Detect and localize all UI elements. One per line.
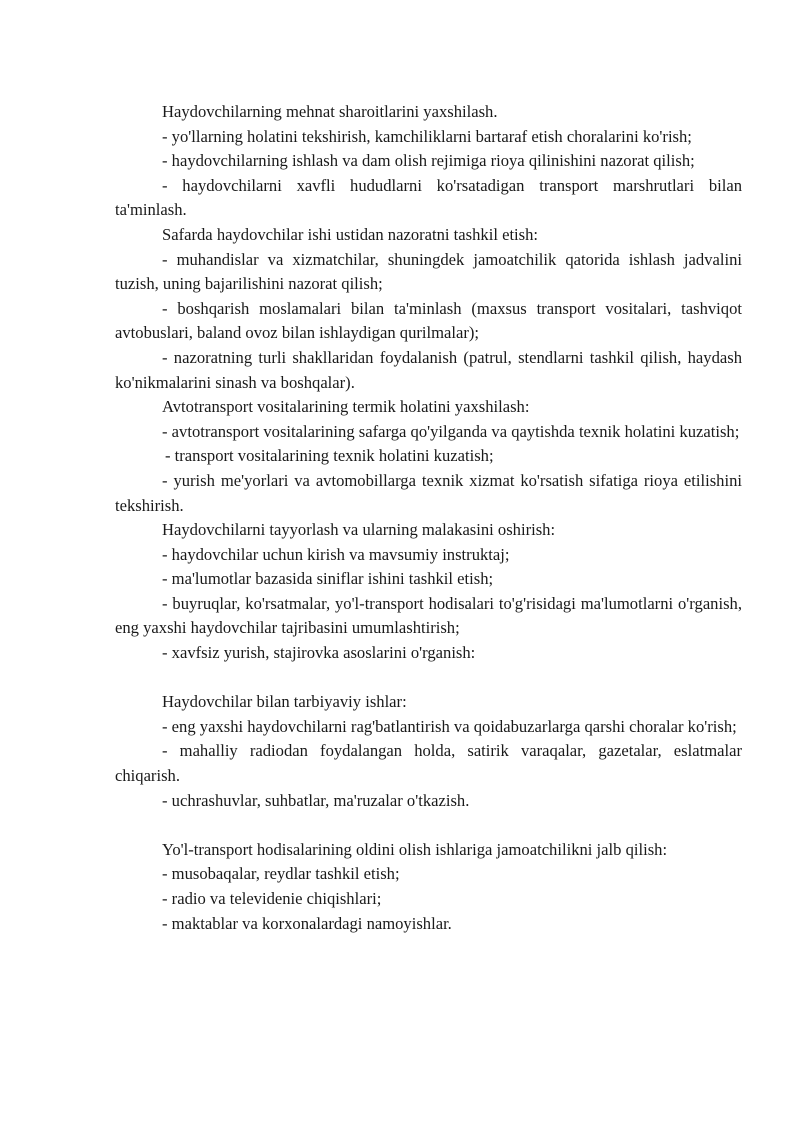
paragraph-gap <box>115 666 742 691</box>
paragraph-gap <box>115 813 742 838</box>
list-item: - maktablar va korxonalardagi namoyishlar. <box>162 913 452 933</box>
section-heading-public-involvement: Yo'l-transport hodisalarining oldini olish ishlariga jamoatchilikni jalb qilish: <box>162 839 668 859</box>
list-item: - haydovchilarning ishlash va dam olish rejimiga rioya qilinishini nazorat qilish; <box>162 151 695 171</box>
list-item: - ma'lumotlar bazasida siniflar ishini tashkil etish; <box>162 569 494 589</box>
document-page <box>115 100 742 936</box>
list-item: - transport vositalarining texnik holatini kuzatish; <box>165 446 494 466</box>
section-heading-driver-training: Haydovchilarni tayyorlash va ularning malakasini oshirish: <box>162 520 556 540</box>
list-item: - muhandislar va xizmatchilar, shuningdek jamoatchilik qatorida ishlash jadvalini tuzish, uning bajarilishini nazorat qilish; <box>115 249 742 294</box>
list-item: - buyruqlar, ko'rsatmalar, yo'l-transport hodisalari to'g'risidagi ma'lumotlarni o'rganish, eng yaxshi haydovchilar tajribasini umumlashtirish; <box>115 593 742 638</box>
section-heading-educational-work: Haydovchilar bilan tarbiyaviy ishlar: <box>162 692 407 712</box>
list-item: - uchrashuvlar, suhbatlar, ma'ruzalar o'tkazish. <box>162 790 470 810</box>
list-item: - radio va televidenie chiqishlari; <box>162 889 382 908</box>
list-item: - yurish me'yorlari va avtomobillarga texnik xizmat ko'rsatish sifatiga rioya etilishini tekshirish. <box>115 470 742 515</box>
list-item: - eng yaxshi haydovchilarni rag'batlantirish va qoidabuzarlarga qarshi choralar ko'rish; <box>162 716 737 736</box>
list-item: - mahalliy radiodan foydalangan holda, satirik varaqalar, gazetalar, eslatmalar chiqarish. <box>115 741 742 786</box>
list-item: - boshqarish moslamalari bilan ta'minlash (maxsus transport vositalari, tashviqot avtobuslari, baland ovoz bilan ishlaydigan qurilmalar); <box>115 298 742 343</box>
section-heading-trip-control: Safarda haydovchilar ishi ustidan nazoratni tashkil etish: <box>162 224 539 244</box>
section-heading-vehicle-condition: Avtotransport vositalarining termik holatini yaxshilash: <box>162 397 530 417</box>
list-item: - avtotransport vositalarining safarga qo'yilganda va qaytishda texnik holatini kuzatish; <box>162 421 740 441</box>
list-item: - yo'llarning holatini tekshirish, kamchiliklarni bartaraf etish choralarini ko'rish; <box>162 126 692 146</box>
list-item: - xavfsiz yurish, stajirovka asoslarini o'rganish: <box>162 643 476 663</box>
list-item: - musobaqalar, reydlar tashkil etish; <box>162 864 400 884</box>
list-item: - haydovchilar uchun kirish va mavsumiy instruktaj; <box>162 544 510 564</box>
section-heading-working-conditions: Haydovchilarning mehnat sharoitlarini yaxshilash. <box>162 102 498 121</box>
list-item: - nazoratning turli shakllaridan foydalanish (patrul, stendlarni tashkil qilish, haydash ko'nikmalarini sinash va boshqalar). <box>115 347 742 392</box>
list-item: - haydovchilarni xavfli hududlarni ko'rsatadigan transport marshrutlari bilan ta'minlash. <box>115 175 742 220</box>
